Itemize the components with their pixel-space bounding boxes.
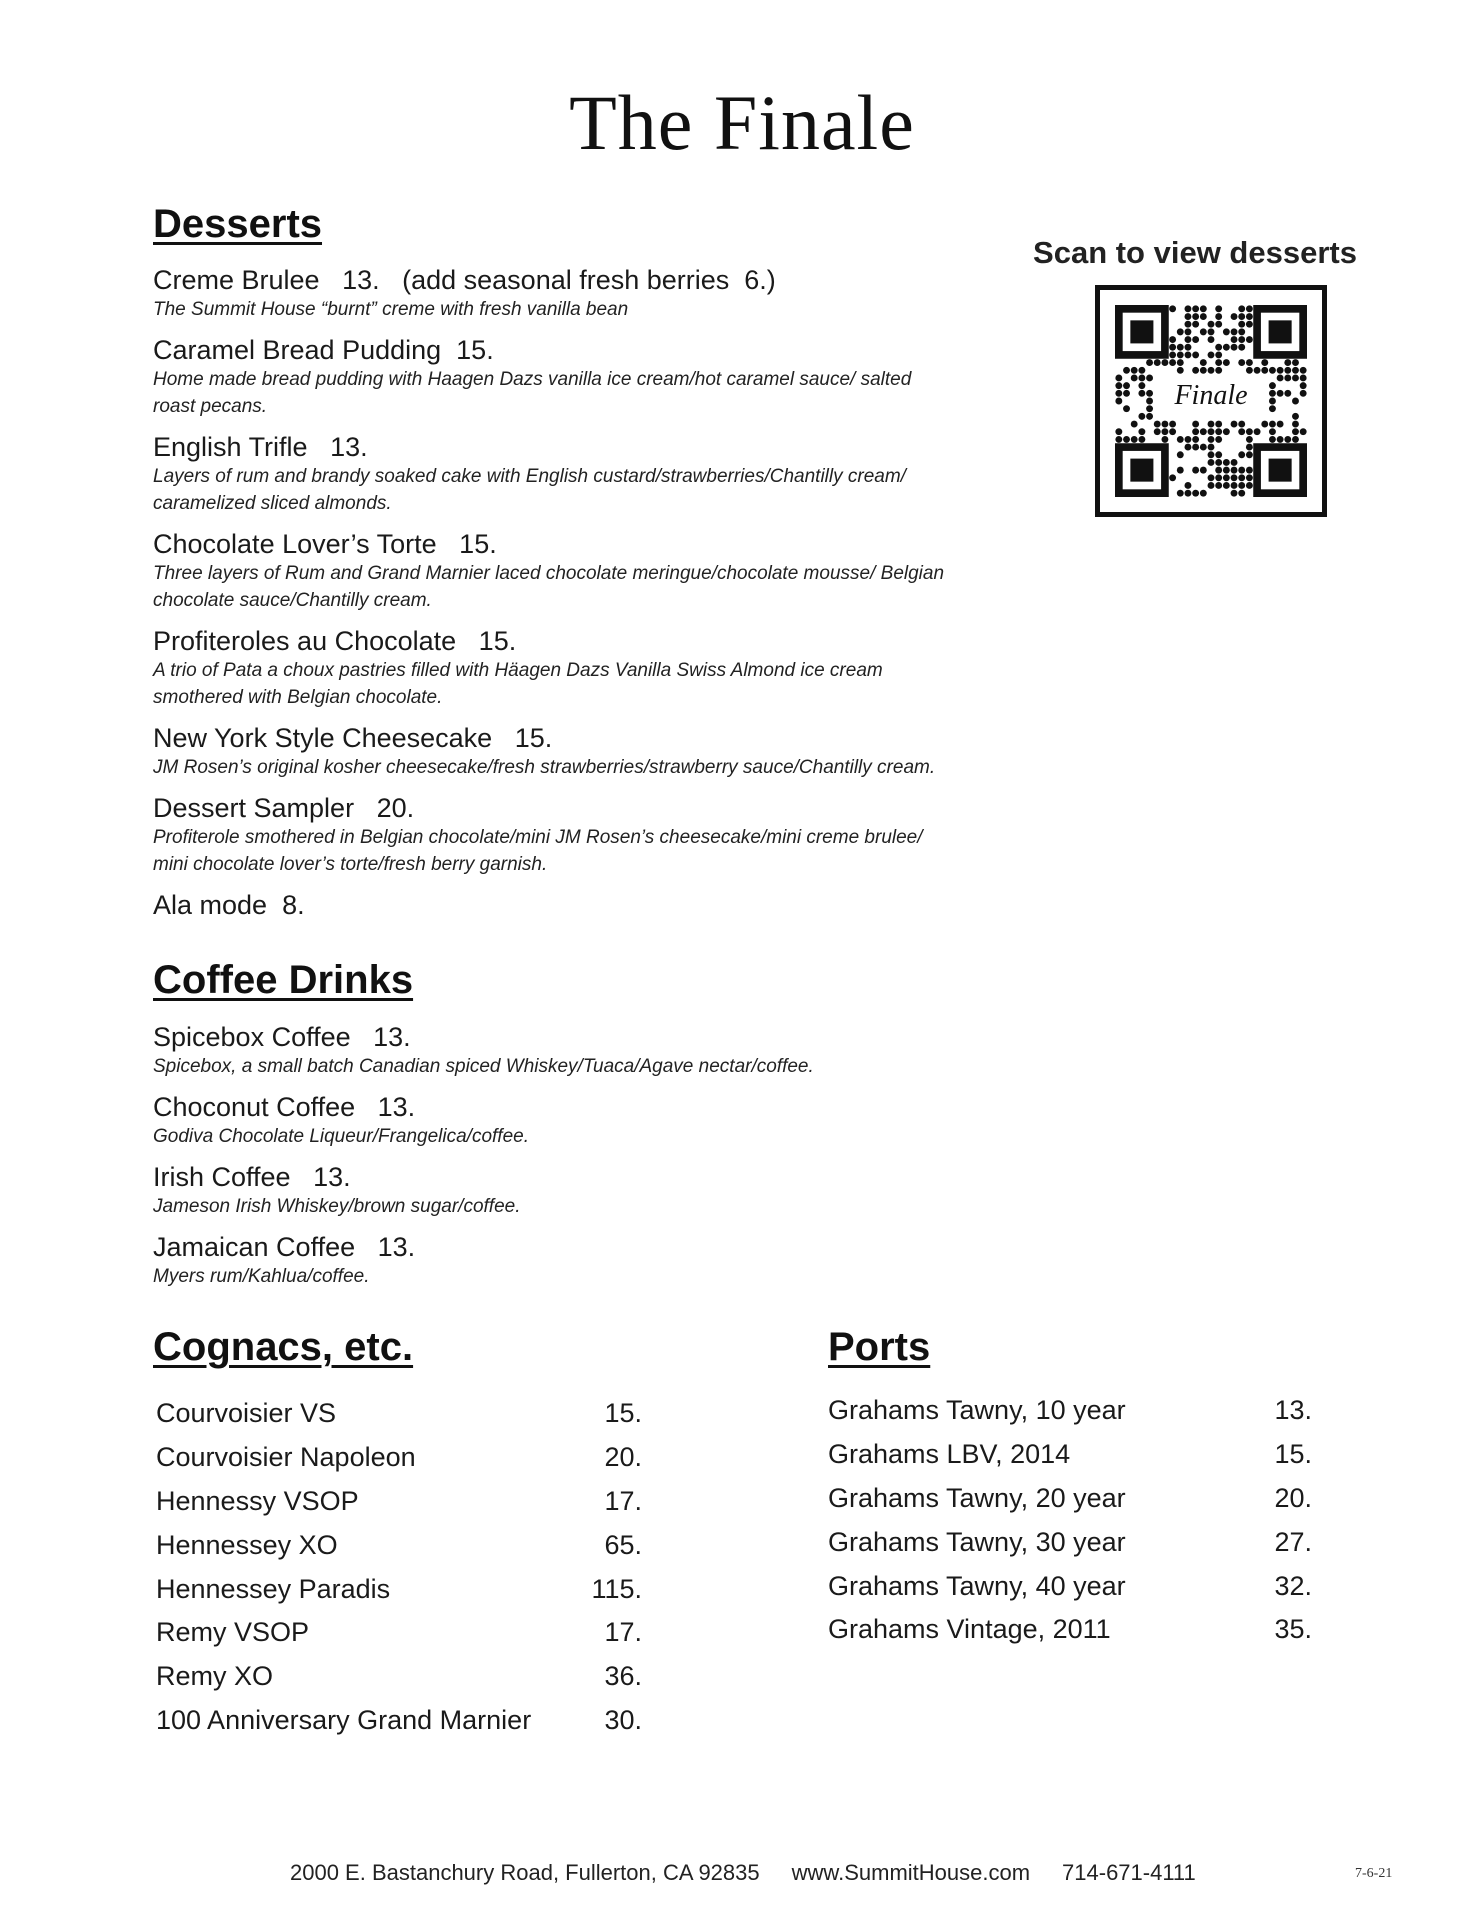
cognac-price: 65.	[604, 1529, 642, 1560]
dessert-desc: Three layers of Rum and Grand Marnier laced chocolate meringue/chocolate mousse/ Belgian chocolate sauce/Chantilly cream.	[153, 563, 945, 611]
dessert-name: New York Style Cheesecake 15.	[153, 723, 553, 753]
cognac-price: 115.	[591, 1573, 642, 1604]
cognac-price: 20.	[604, 1442, 642, 1473]
cognac-name: Hennessey Paradis	[156, 1573, 391, 1604]
coffee-item	[153, 1231, 973, 1290]
dessert-name: Creme Brulee 13. (add seasonal fresh berries 6.)	[153, 265, 776, 295]
dessert-desc: Profiterole smothered in Belgian chocolate/mini JM Rosen’s cheesecake/mini creme brulee/ mini chocolate lover’s torte/fresh berry garnish.	[153, 827, 923, 875]
cognac-price: 17.	[604, 1617, 642, 1648]
cognac-row	[156, 1655, 642, 1699]
coffee-desc: Spicebox, a small batch Canadian spiced Whiskey/Tuaca/Agave nectar/coffee.	[153, 1056, 814, 1077]
coffee-item	[153, 1021, 973, 1080]
dessert-item	[153, 528, 973, 614]
port-name: Grahams Tawny, 20 year	[828, 1482, 1126, 1513]
cognac-row	[156, 1523, 642, 1567]
cognac-price: 36.	[604, 1661, 642, 1692]
footer-address: 2000 E. Bastanchury Road, Fullerton, CA 92835	[290, 1860, 760, 1885]
cognac-row	[156, 1611, 642, 1655]
cognac-name: Hennessy VSOP	[156, 1485, 359, 1516]
cognac-row	[156, 1480, 642, 1524]
desserts-heading: Desserts	[153, 202, 323, 246]
ports-heading: Ports	[828, 1325, 931, 1369]
page-title: The Finale	[569, 79, 915, 166]
port-price: 35.	[1274, 1614, 1312, 1645]
coffee-item	[153, 1161, 973, 1220]
port-row	[828, 1608, 1312, 1652]
footer-phone: 714-671-4111	[1062, 1860, 1196, 1885]
coffee-name: Choconut Coffee 13.	[153, 1092, 416, 1122]
dessert-desc: A trio of Pata a choux pastries filled with Häagen Dazs Vanilla Swiss Almond ice cream smothered with Belgian chocolate.	[153, 660, 883, 708]
dessert-item	[153, 431, 973, 517]
dessert-item	[153, 264, 973, 323]
cognac-name: Hennessey XO	[156, 1529, 338, 1560]
cognac-row	[156, 1392, 642, 1436]
dessert-name: Profiteroles au Chocolate 15.	[153, 626, 517, 656]
dessert-item	[153, 889, 973, 921]
port-row	[828, 1477, 1312, 1521]
dessert-item	[153, 625, 973, 711]
dessert-name: Chocolate Lover’s Torte 15.	[153, 529, 497, 559]
coffee-list	[153, 1021, 973, 1301]
cognac-name: Remy VSOP	[156, 1617, 310, 1648]
cognac-name: Courvoisier Napoleon	[156, 1442, 416, 1473]
coffee-name: Irish Coffee 13.	[153, 1162, 351, 1192]
cognac-price: 17.	[604, 1485, 642, 1516]
port-row	[828, 1433, 1312, 1477]
qr-logo-text: Finale	[1174, 380, 1248, 411]
cognac-row	[156, 1699, 642, 1743]
coffee-heading: Coffee Drinks	[153, 958, 414, 1002]
dessert-desc: Home made bread pudding with Haagen Dazs vanilla ice cream/hot caramel sauce/ salted roast pecans.	[153, 369, 912, 417]
dessert-item	[153, 334, 973, 420]
cognac-name: Remy XO	[156, 1661, 274, 1692]
cognac-price: 15.	[604, 1398, 642, 1429]
port-price: 27.	[1274, 1526, 1312, 1557]
qr-code[interactable]	[1095, 285, 1327, 517]
port-name: Grahams Tawny, 30 year	[828, 1526, 1126, 1557]
port-name: Grahams Tawny, 10 year	[828, 1395, 1126, 1426]
qr-caption: Scan to view desserts	[1033, 235, 1357, 270]
port-price: 32.	[1274, 1570, 1312, 1601]
dessert-desc: Layers of rum and brandy soaked cake with English custard/strawberries/Chantilly cream/ caramelized sliced almonds.	[153, 466, 906, 514]
dessert-item	[153, 792, 973, 878]
port-price: 15.	[1274, 1439, 1312, 1470]
coffee-desc: Godiva Chocolate Liqueur/Frangelica/coffee.	[153, 1126, 530, 1147]
cognac-name: Courvoisier VS	[156, 1398, 337, 1429]
coffee-name: Spicebox Coffee 13.	[153, 1022, 411, 1052]
port-name: Grahams LBV, 2014	[828, 1439, 1071, 1470]
dessert-desc: JM Rosen’s original kosher cheesecake/fresh strawberries/strawberry sauce/Chantilly cream.	[153, 757, 936, 778]
desserts-list	[153, 264, 973, 932]
footer	[290, 1860, 1240, 1886]
coffee-desc: Myers rum/Kahlua/coffee.	[153, 1266, 370, 1287]
coffee-desc: Jameson Irish Whiskey/brown sugar/coffee.	[153, 1196, 521, 1217]
print-date: 7-6-21	[1355, 1866, 1393, 1881]
footer-website-link[interactable]: www.SummitHouse.com	[791, 1860, 1031, 1885]
coffee-item	[153, 1091, 973, 1150]
cognacs-heading: Cognacs, etc.	[153, 1325, 414, 1369]
port-name: Grahams Vintage, 2011	[828, 1614, 1111, 1645]
port-row	[828, 1389, 1312, 1433]
dessert-name: Ala mode 8.	[153, 890, 305, 920]
cognac-row	[156, 1436, 642, 1480]
dessert-desc: The Summit House “burnt” creme with fresh vanilla bean	[153, 299, 629, 320]
dessert-item	[153, 722, 973, 781]
port-row	[828, 1564, 1312, 1608]
cognacs-list	[156, 1392, 642, 1742]
dessert-name: Dessert Sampler 20.	[153, 793, 415, 823]
cognac-row	[156, 1567, 642, 1611]
port-price: 13.	[1274, 1395, 1312, 1426]
cognac-name: 100 Anniversary Grand Marnier	[156, 1704, 532, 1735]
ports-list	[828, 1389, 1312, 1652]
port-price: 20.	[1274, 1482, 1312, 1513]
dessert-name: Caramel Bread Pudding 15.	[153, 335, 494, 365]
port-name: Grahams Tawny, 40 year	[828, 1570, 1126, 1601]
dessert-name: English Trifle 13.	[153, 432, 368, 462]
cognac-price: 30.	[604, 1704, 642, 1735]
coffee-name: Jamaican Coffee 13.	[153, 1232, 416, 1262]
port-row	[828, 1520, 1312, 1564]
